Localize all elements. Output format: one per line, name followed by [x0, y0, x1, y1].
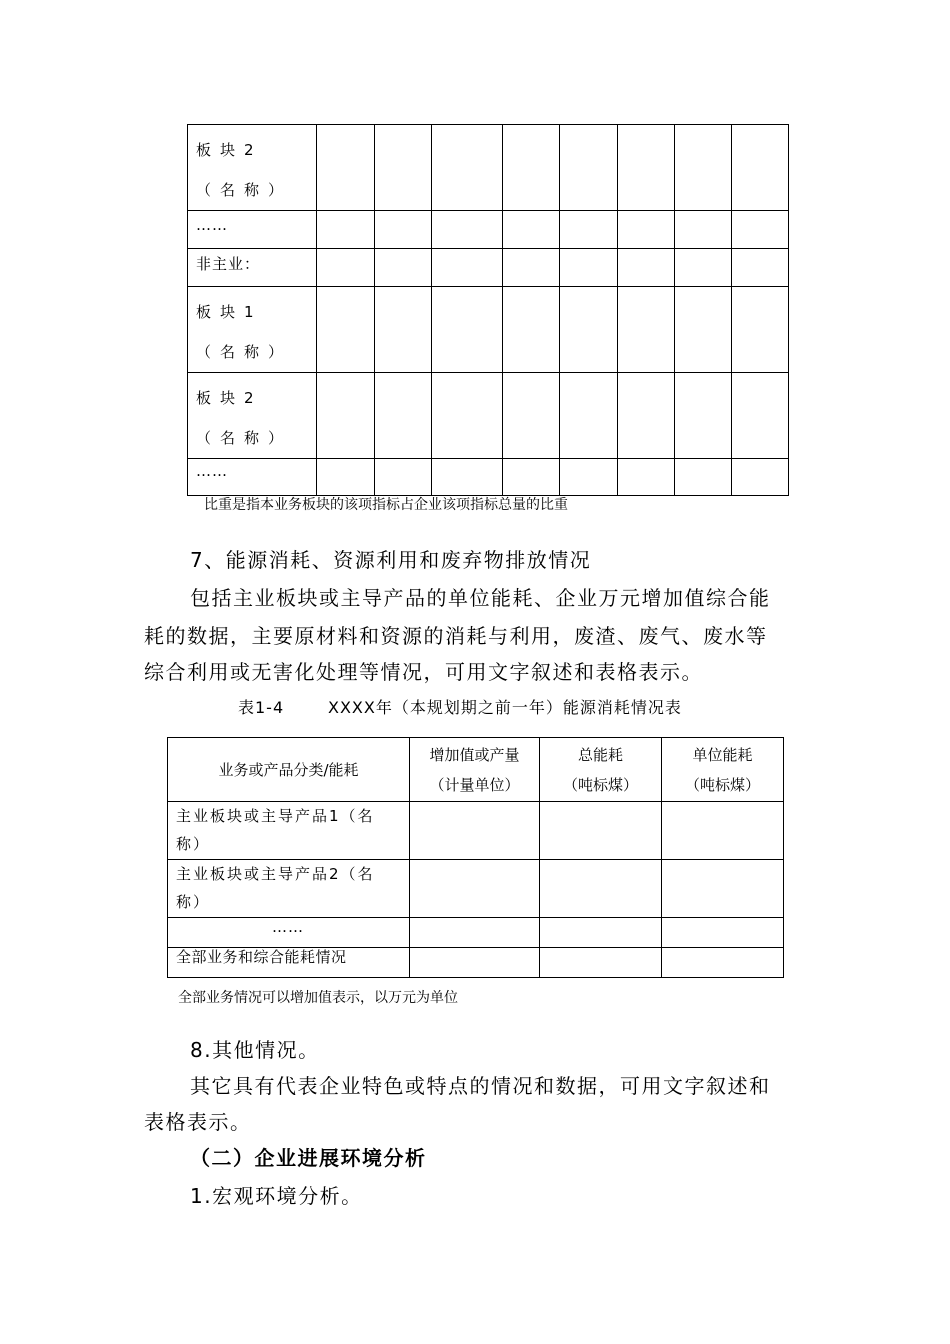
- table-row: [168, 948, 784, 978]
- table2-note: 全部业务情况可以增加值表示，以万元为单位: [178, 990, 458, 1006]
- section7-paragraph-line: 包括主业板块或主导产品的单位能耗、企业万元增加值综合能: [190, 586, 771, 610]
- table-row: [188, 249, 789, 287]
- column-header: 总能耗 （吨标煤）: [540, 738, 662, 802]
- table-row: [188, 373, 789, 459]
- table-row: [188, 287, 789, 373]
- table-row: [188, 459, 789, 496]
- section7-paragraph-line: 耗的数据，主要原材料和资源的消耗与利用，废渣、废气、废水等: [144, 624, 768, 648]
- column-header: 增加值或产量 （计量单位）: [410, 738, 540, 802]
- energy-consumption-table: [167, 737, 784, 978]
- row-label: ……: [188, 211, 317, 249]
- section7-heading: 7、能源消耗、资源利用和废弃物排放情况: [190, 548, 592, 572]
- business-segment-table: [187, 124, 789, 496]
- section8-heading: 8.其他情况。: [190, 1038, 320, 1062]
- section8-paragraph-line: 其它具有代表企业特色或特点的情况和数据，可用文字叙述和: [190, 1074, 771, 1098]
- table1-note: 比重是指本业务板块的该项指标占企业该项指标总量的比重: [204, 497, 568, 513]
- row-label: 主业板块或主导产品2（名称）: [168, 860, 410, 918]
- section7-paragraph-line: 综合利用或无害化处理等情况，可用文字叙述和表格表示。: [144, 660, 703, 684]
- row-label: 板块1（名称）: [188, 287, 317, 373]
- section8-paragraph-line: 表格表示。: [144, 1110, 252, 1134]
- table2-caption-number: 表1-4: [238, 698, 285, 717]
- table-header-row: [168, 738, 784, 802]
- row-label: 全部业务和综合能耗情况: [168, 948, 410, 978]
- row-label: 主业板块或主导产品1（名称）: [168, 802, 410, 860]
- row-label: ……: [168, 918, 410, 948]
- row-label: 非主业：: [188, 249, 317, 287]
- table-row: [168, 802, 784, 860]
- section2-subheading: 1.宏观环境分析。: [190, 1184, 363, 1208]
- row-label: ……: [188, 459, 317, 496]
- section2-heading: （二）企业进展环境分析: [190, 1146, 427, 1170]
- table-row: [168, 860, 784, 918]
- table-row: [188, 211, 789, 249]
- table-row: [188, 125, 789, 211]
- column-header: 业务或产品分类/能耗: [168, 738, 410, 802]
- table2-caption-title: XXXX年（本规划期之前一年）能源消耗情况表: [328, 698, 682, 717]
- column-header: 单位能耗 （吨标煤）: [662, 738, 784, 802]
- row-label: 板块2（名称）: [188, 125, 317, 211]
- row-label: 板块2（名称）: [188, 373, 317, 459]
- table-row: [168, 918, 784, 948]
